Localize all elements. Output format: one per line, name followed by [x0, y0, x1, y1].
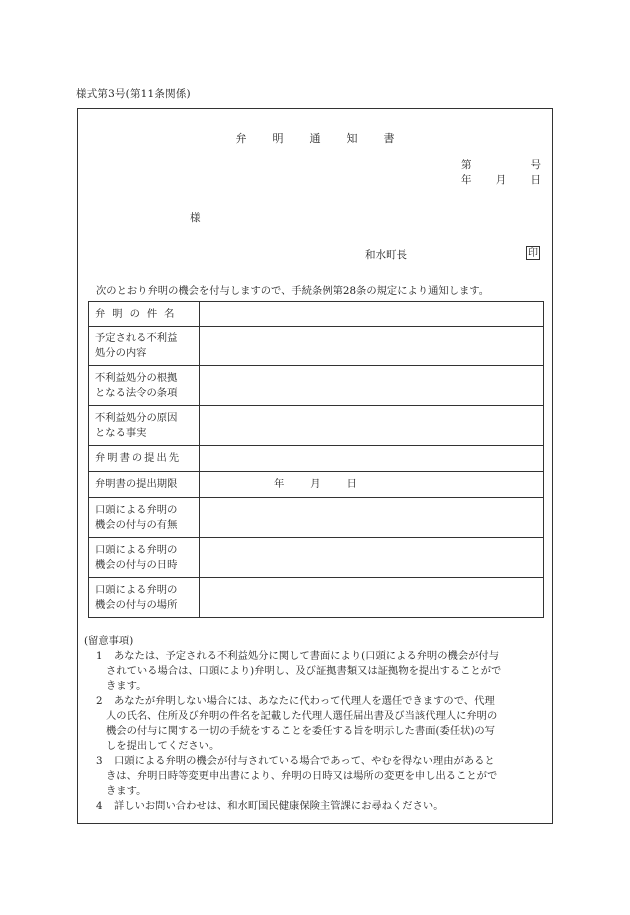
document-number-line — [461, 157, 541, 172]
date-year: 年 — [461, 174, 472, 186]
notice-frame — [77, 108, 553, 824]
note-text-line: きます。 — [106, 785, 147, 797]
table-row — [89, 578, 544, 618]
note-text-line: きは、弁明日時等変更申出書により、弁明の日時又は場所の変更を申し出ることがで — [106, 770, 498, 782]
row-label-line: 不利益処分の原因 — [95, 411, 178, 424]
table-row — [89, 538, 544, 578]
document-title: 弁明通知書 — [235, 132, 421, 145]
row-label — [89, 538, 200, 578]
row-value-field[interactable] — [200, 366, 544, 406]
row-value-field[interactable] — [200, 406, 544, 446]
row-value-field[interactable] — [200, 472, 544, 498]
row-label-line: 弁明の件名 — [95, 307, 182, 320]
note-text — [106, 649, 550, 694]
note-number: 1 — [96, 650, 103, 662]
note-text-line: されている場合は、口頭により)弁明し、及び証拠書類又は証拠物を提出することがで — [106, 665, 502, 677]
row-value-field[interactable] — [200, 446, 544, 472]
row-label-line: となる法令の条項 — [95, 386, 178, 399]
row-label-line: 機会の付与の有無 — [95, 518, 178, 531]
intro-text: 次のとおり弁明の機会を付与しますので、手続条例第28条の規定により通知します。 — [96, 285, 490, 297]
issue-date-line — [461, 172, 541, 187]
note-item — [96, 799, 550, 814]
row-label-line: 弁明書の提出先 — [95, 452, 182, 464]
row-label-line: 予定される不利益 — [95, 332, 178, 344]
note-text-line: あなたは、予定される不利益処分に関して書面により(口頭による弁明の機会が付与 — [114, 650, 499, 662]
notes-section — [78, 634, 532, 814]
row-label-line: 不利益処分の根拠 — [95, 371, 178, 384]
row-value-field[interactable] — [200, 302, 544, 327]
row-label — [89, 327, 200, 366]
deadline-date-year: 年 — [274, 478, 285, 490]
note-text-line: 人の氏名、住所及び弁明の件名を記載した代理人選任届出書及び当該代理人に弁明の — [106, 710, 498, 722]
form-number-label: 様式第3号(第11条関係) — [76, 88, 191, 100]
note-item — [96, 649, 550, 694]
table-row — [89, 446, 544, 472]
row-label — [89, 366, 200, 406]
note-number: 4 — [96, 800, 103, 812]
date-day: 日 — [530, 174, 541, 186]
note-item — [96, 754, 550, 799]
note-text-line: 機会の付与に関する一切の手続をすることを委任する旨を明示した書面(委任状)の写 — [106, 725, 496, 737]
row-label-line: 機会の付与の場所 — [95, 598, 178, 611]
table-row — [89, 302, 544, 327]
row-label-line: 処分の内容 — [95, 347, 147, 359]
row-value-field[interactable] — [200, 327, 544, 366]
row-value-field[interactable] — [200, 498, 544, 538]
row-label-line: 口頭による弁明の — [95, 503, 178, 516]
note-text — [106, 694, 550, 754]
table-row — [89, 366, 544, 406]
note-text-line: 口頭による弁明の機会が付与されている場合であって、やむを得ない理由があると — [114, 755, 495, 767]
seal-mark: 印 — [528, 248, 538, 259]
notes-heading: (留意事項) — [84, 635, 134, 647]
note-item — [96, 694, 550, 754]
number-prefix: 第 — [461, 159, 472, 171]
row-value-field[interactable] — [200, 578, 544, 618]
table-row — [89, 472, 544, 498]
row-value-field[interactable] — [200, 538, 544, 578]
row-label — [89, 302, 200, 327]
row-label — [89, 472, 200, 498]
row-label-line: 弁明書の提出期限 — [95, 478, 178, 490]
number-suffix: 号 — [530, 159, 541, 171]
row-label — [89, 578, 200, 618]
row-label — [89, 446, 200, 472]
notice-items-table — [88, 301, 544, 618]
table-row — [89, 406, 544, 446]
table-row — [89, 327, 544, 366]
note-text-line: あなたが弁明しない場合には、あなたに代わって代理人を選任できますので、代理 — [114, 695, 495, 707]
row-label — [89, 498, 200, 538]
note-text-line: きます。 — [106, 680, 147, 692]
issuer-name: 和水町長 — [365, 249, 407, 261]
row-label-line: 口頭による弁明の — [95, 543, 178, 556]
note-number: 2 — [96, 695, 103, 707]
deadline-date-month: 月 — [310, 478, 321, 490]
row-label-line: となる事実 — [95, 426, 147, 439]
note-text-line: しを提出してください。 — [106, 740, 220, 752]
note-text — [114, 799, 550, 814]
date-month: 月 — [495, 174, 507, 186]
row-label-line: 機会の付与の日時 — [95, 558, 178, 571]
note-text-line: 詳しいお問い合わせは、和水町国民健康保険主管課にお尋ねください。 — [114, 800, 444, 812]
note-text — [106, 754, 550, 799]
row-label-line: 口頭による弁明の — [95, 583, 178, 596]
table-row — [89, 498, 544, 538]
deadline-date-day: 日 — [346, 478, 357, 490]
row-label — [89, 406, 200, 446]
note-number: 3 — [96, 755, 103, 767]
addressee-suffix: 様 — [190, 212, 201, 224]
